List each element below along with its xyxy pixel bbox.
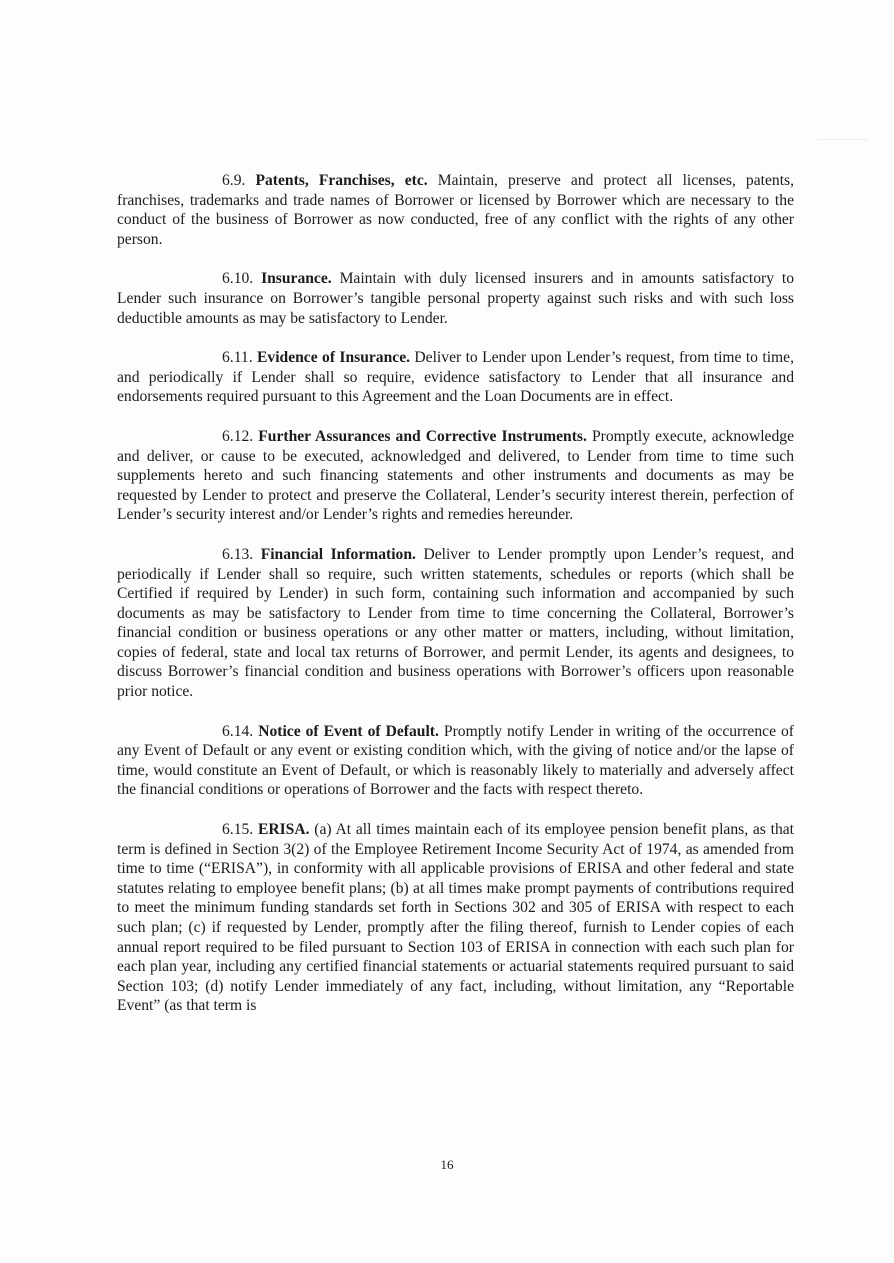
section-number: 6.14. (222, 722, 254, 740)
section-number: 6.13. (222, 545, 254, 563)
section-heading: Further Assurances and Corrective Instruments. (258, 427, 587, 445)
section-heading: ERISA. (257, 821, 310, 839)
section-6-15 (117, 820, 794, 1016)
section-number: 6.10. (222, 270, 254, 288)
section-heading: Insurance. (261, 270, 332, 288)
scan-artifact (818, 139, 868, 140)
section-heading: Patents, Franchises, etc. (255, 172, 428, 189)
section-6-13 (117, 545, 794, 702)
section-number: 6.12. (222, 427, 254, 445)
section-6-11 (117, 348, 794, 407)
section-body: Promptly notify Lender in writing of the occurrence of any Event of Default or any event or existing condition which, with the giving of notice and/or the lapse of time, would constitute an Event of Default, or which is reasonably likely to materially and adversely affect the financial conditions or operations of Borrower and the facts with respect thereto. (117, 722, 794, 799)
section-body: Deliver to Lender upon Lender’s request, from time to time, and periodically if Lender shall so require, evidence satisfactory to Lender that all insurance and endorsements required pursuant to this Agreement and the Loan Documents are in effect. (117, 349, 794, 406)
section-body: (a) At all times maintain each of its employee pension benefit plans, as that term is defined in Section 3(2) of the Employee Retirement Income Security Act of 1974, as amended from time to time (“ERISA”), in conformity with all applicable provisions of ERISA and other federal and state statutes relating to employee benefit plans; (b) at all times make prompt payments of contributions required to meet the minimum funding standards set forth in Sections 302 and 305 of ERISA with respect to each such plan; (c) if requested by Lender, promptly after the filing thereof, furnish to Lender copies of each annual report required to be filed pursuant to Section 103 of ERISA in connection with each such plan for each plan year, including any certified financial statements or actuarial statements required pursuant to said Section 103; (d) notify Lender immediately of any fact, including, without limitation, any “Reportable Event” (as that term is (117, 821, 794, 1015)
section-6-14 (117, 722, 794, 800)
document-body (117, 171, 794, 1036)
section-body: Maintain, preserve and protect all licenses, patents, franchises, trademarks and trade names of Borrower or licensed by Borrower which are necessary to the conduct of the business of Borrower as now conducted, free of any conflict with the rights of any other person. (117, 172, 794, 248)
section-6-12 (117, 427, 794, 525)
section-heading: Evidence of Insurance. (257, 349, 411, 367)
section-body: Maintain with duly licensed insurers and in amounts satisfactory to Lender such insurance on Borrower’s tangible personal property against such risks and with such loss deductible amounts as may be satisfactory to Lender. (117, 270, 795, 327)
section-6-10 (117, 269, 794, 328)
section-number: 6.9. (222, 172, 246, 189)
section-body: Deliver to Lender promptly upon Lender’s request, and periodically if Lender shall so require, such written statements, schedules or reports (which shall be Certified if required by Lender) in such form, containing such information and accompanied by such documents as may be satisfactory to Lender from time to time concerning the Collateral, Borrower’s financial condition or business operations or any other matter or matters, including, without limitation, copies of federal, state and local tax returns of Borrower, and permit Lender, its agents and designees, to discuss Borrower’s financial condition and business operations with Borrower’s officers upon reasonable prior notice. (117, 545, 794, 701)
section-heading: Financial Information. (260, 545, 416, 563)
section-heading: Notice of Event of Default. (258, 722, 439, 740)
section-body: Promptly execute, acknowledge and deliver, or cause to be executed, acknowledged and delivered, to Lender from time to time such supplements hereto and such financing statements and other instruments and documents as may be requested by Lender to protect and preserve the Collateral, Lender’s security interest therein, perfection of Lender’s security interest and/or Lender’s rights and remedies hereunder. (117, 427, 794, 524)
section-number: 6.11. (222, 349, 253, 367)
page-number: 16 (440, 1157, 454, 1172)
section-6-9 (117, 171, 794, 249)
section-number: 6.15. (222, 821, 254, 839)
